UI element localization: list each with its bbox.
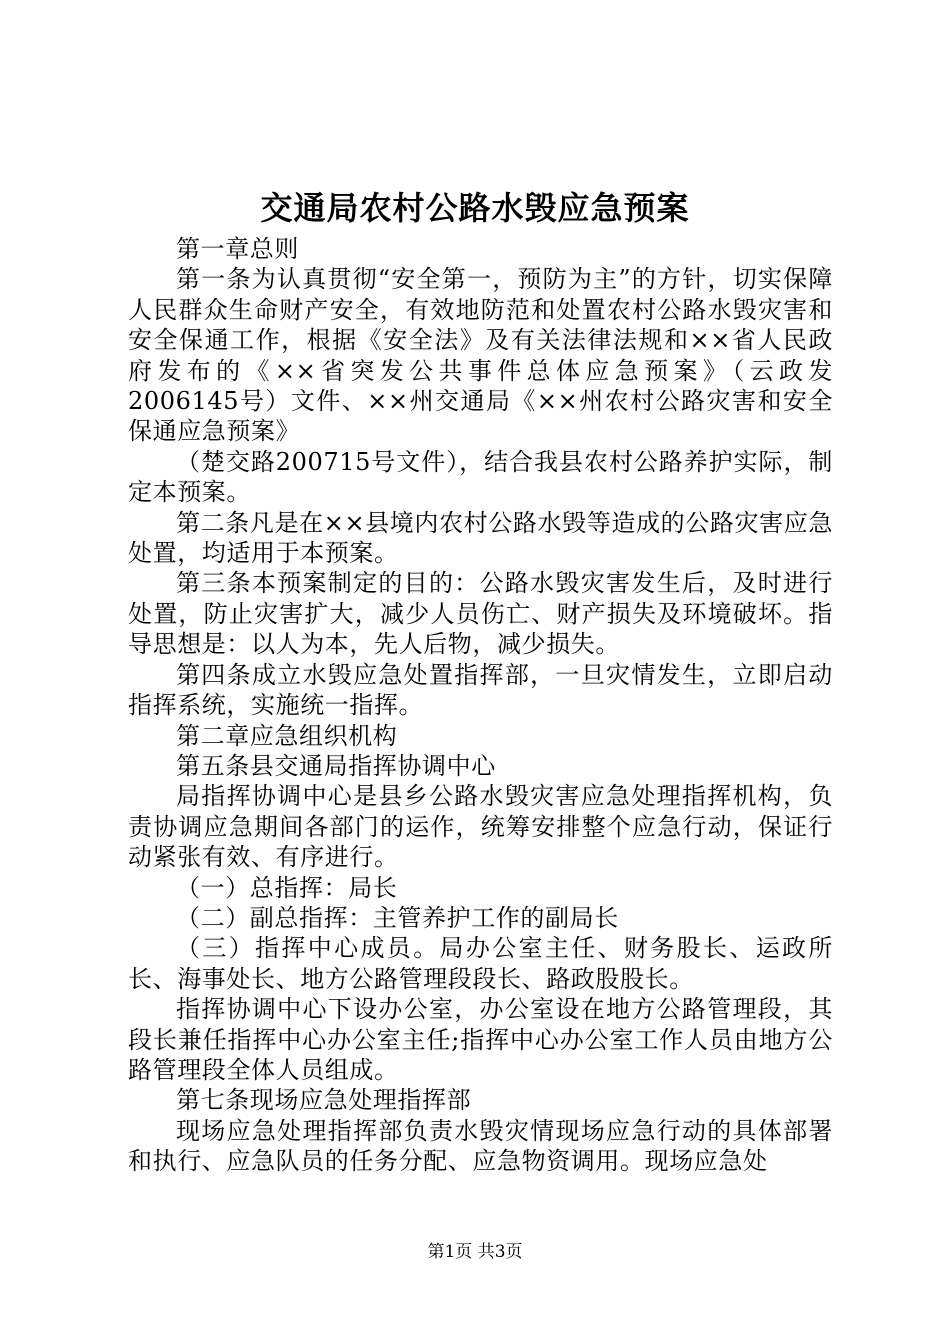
paragraph: （三）指挥中心成员。局办公室主任、财务股长、运政所长、海事处长、地方公路管理段段长、路政股股长。 [128, 934, 833, 993]
paragraph: 第五条县交通局指挥协调中心 [176, 751, 496, 780]
paragraph: 现场应急处理指挥部负责水毁灾情现场应急行动的具体部署和执行、应急队员的任务分配、应急物资调用。现场应急处 [128, 1116, 833, 1176]
paragraph: （楚交路200715号文件），结合我县农村公路养护实际，制定本预案。 [128, 447, 833, 507]
paragraph: 第一条为认真贯彻“安全第一，预防为主”的方针，切实保障人民群众生命财产安全，有效地防范和处置农村公路水毁灾害和安全保通工作，根据《安全法》及有关法律法规和××省人民政府发布的《××省突发公共事件总体应急预案》（云政发2006145号）文件、××州交通局《××州农村公路灾害和安全保通应急预案》 [128, 265, 833, 446]
paragraph: 局指挥协调中心是县乡公路水毁灾害应急处理指挥机构，负责协调应急期间各部门的运作，统筹安排整个应急行动，保证行动紧张有效、有序进行。 [128, 782, 833, 872]
paragraph: 第二章应急组织机构 [176, 721, 398, 750]
document-title: 交通局农村公路水毁应急预案 [260, 189, 690, 227]
paragraph: （二）副总指挥：主管养护工作的副局长 [176, 903, 619, 932]
paragraph: 第四条成立水毁应急处置指挥部，一旦灾情发生，立即启动指挥系统，实施统一指挥。 [128, 660, 833, 720]
paragraph: 第一章总则 [176, 235, 299, 263]
paragraph: 第七条现场应急处理指挥部 [176, 1086, 472, 1115]
paragraph: 第三条本预案制定的目的：公路水毁灾害发生后，及时进行处置，防止灾害扩大，减少人员伤亡、财产损失及环境破坏。指导思想是：以人为本，先人后物，减少损失。 [128, 569, 833, 659]
paragraph: （一）总指挥：局长 [176, 873, 398, 902]
paragraph: 第二条凡是在××县境内农村公路水毁等造成的公路灾害应急处置，均适用于本预案。 [128, 508, 833, 568]
document-body [128, 234, 833, 1177]
page-footer: 第1页 共3页 [427, 1242, 523, 1262]
paragraph: 指挥协调中心下设办公室，办公室设在地方公路管理段，其段长兼任指挥中心办公室主任;指挥中心办公室工作人员由地方公路管理段全体人员组成。 [128, 995, 833, 1084]
